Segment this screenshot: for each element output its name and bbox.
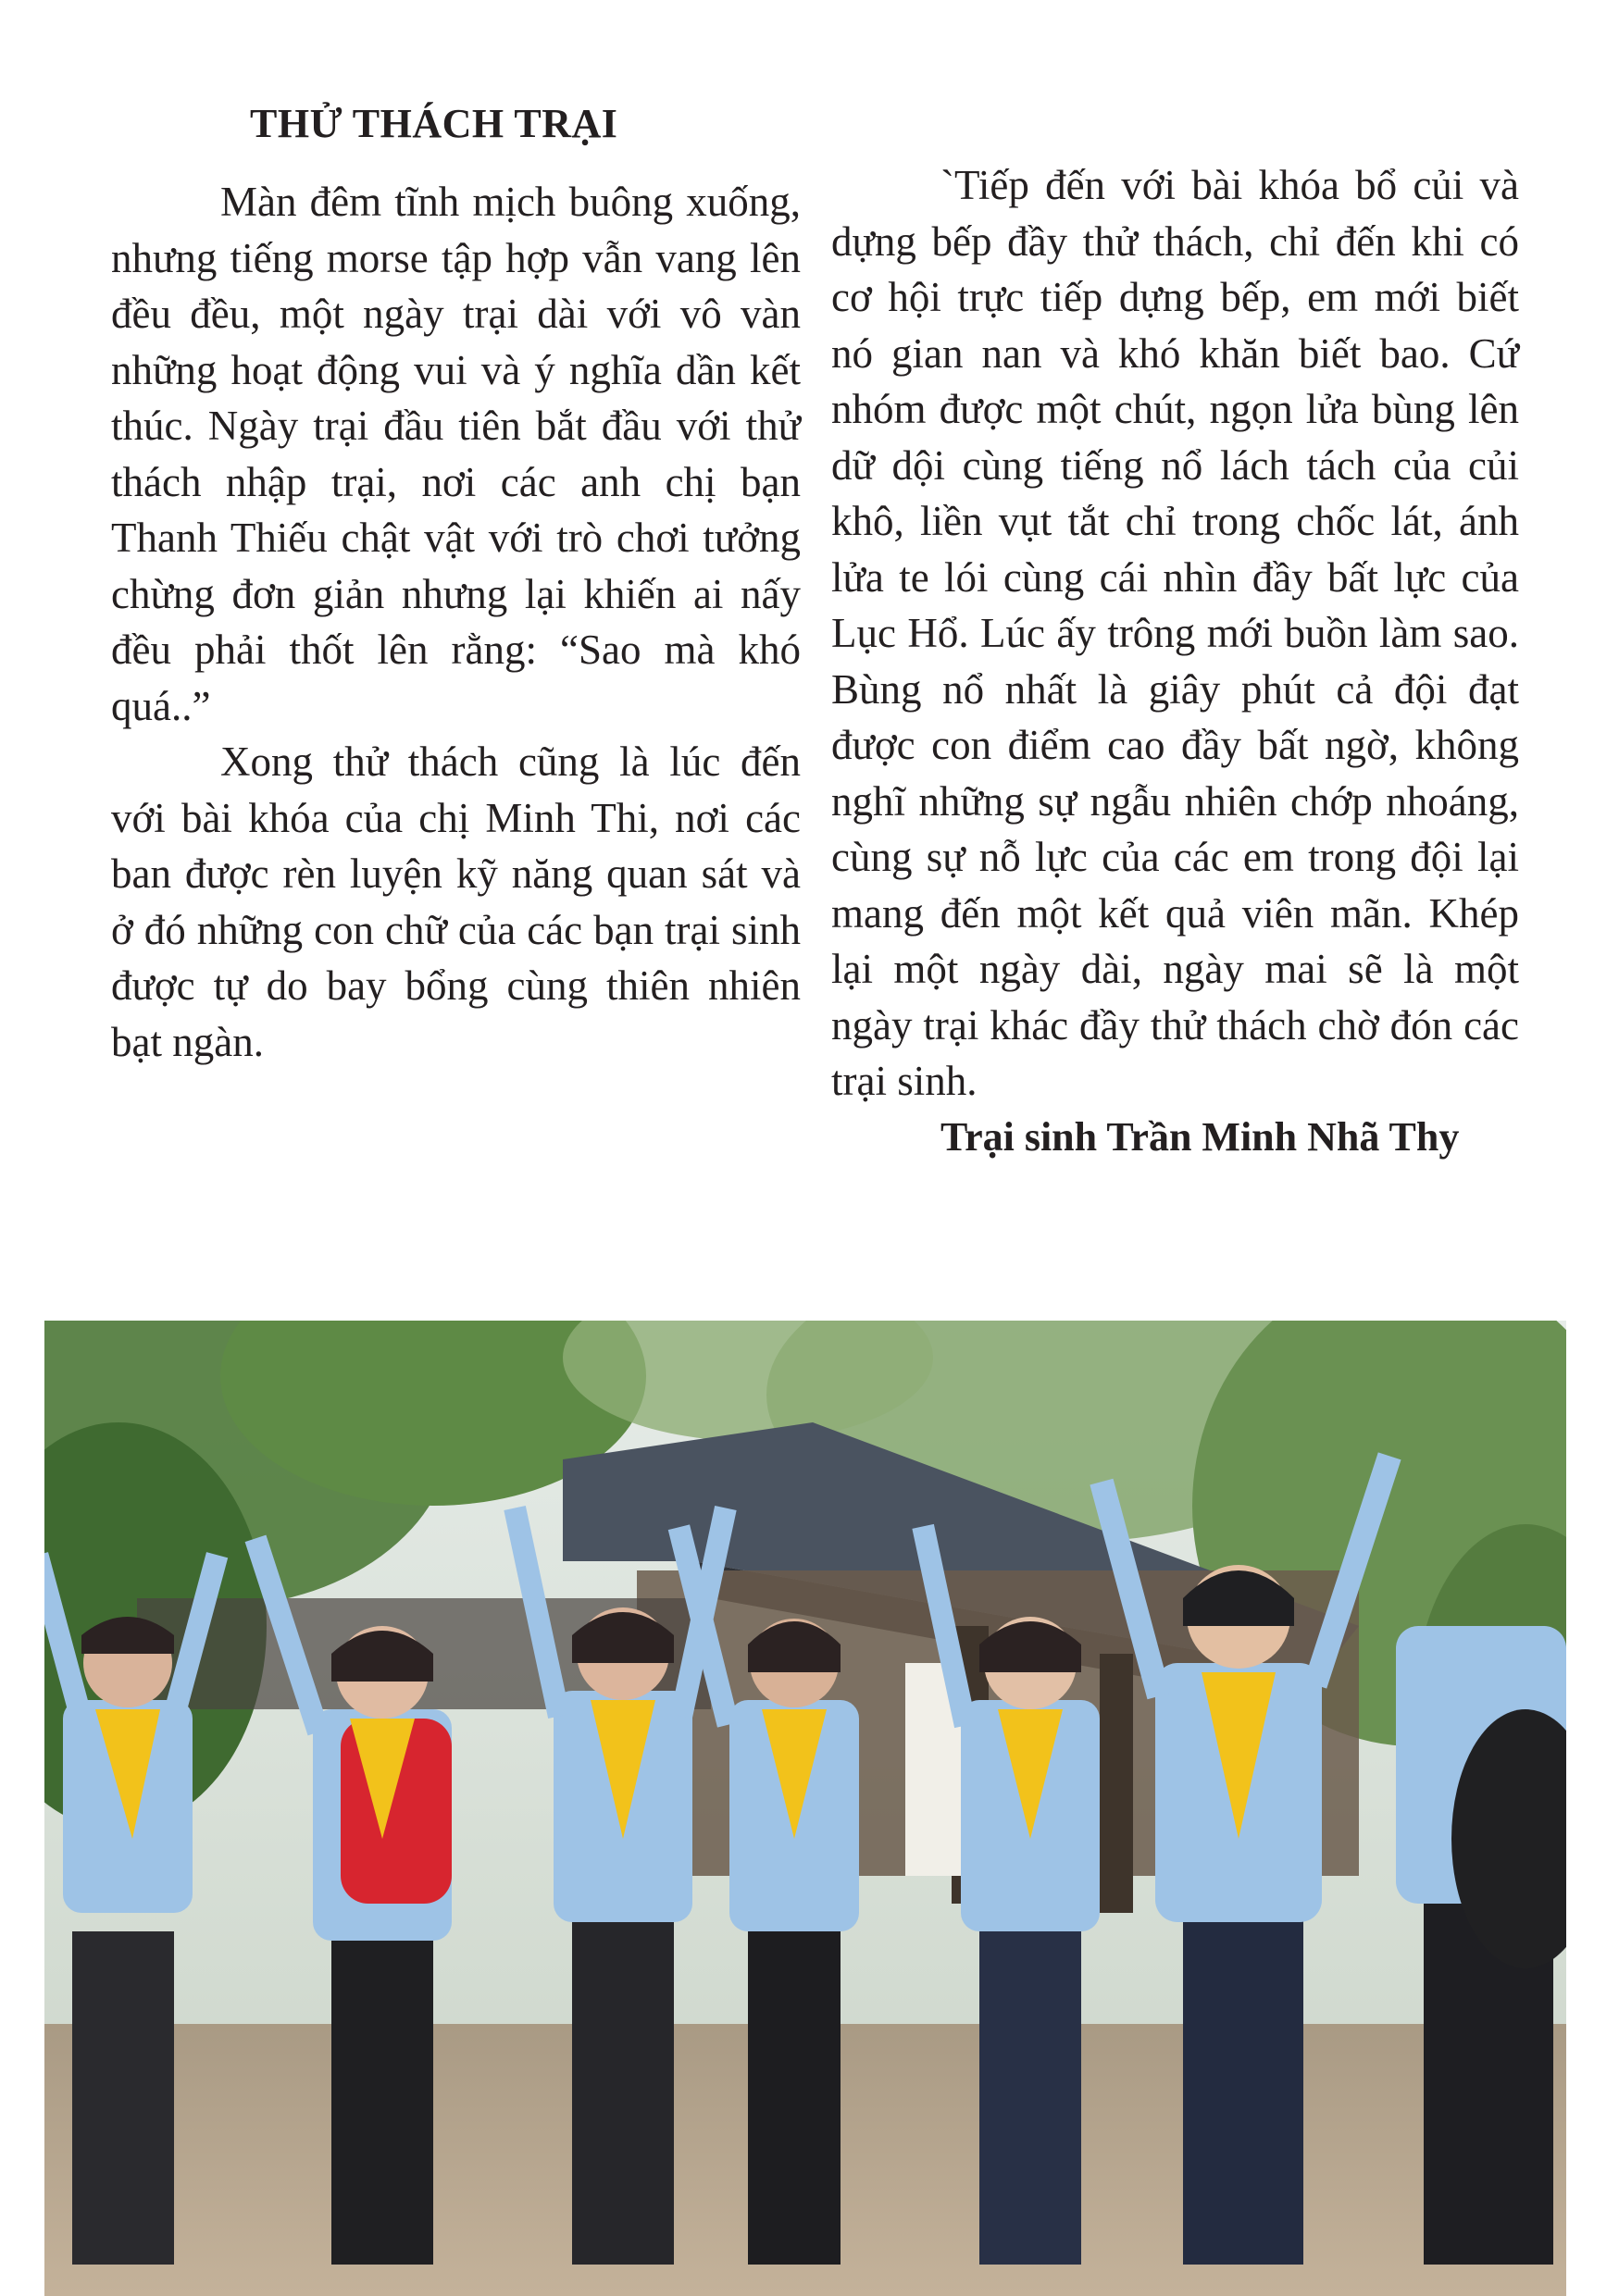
left-column [111, 174, 801, 1070]
article-title: THỬ THÁCH TRẠI [250, 101, 618, 146]
scouts-photo [44, 1321, 1566, 2296]
paragraph-campfire: `Tiếp đến với bài khóa bổ củi và dựng bếp đầy thử thách, chỉ đến khi có cơ hội trực tiếp dựng bếp, em mới biết nó gian nan và khó khăn biết bao. Cứ nhóm được một chút, ngọn lửa bùng lên dữ dội cùng tiếng nổ lách tách của củi khô, liền vụt tắt chỉ trong chốc lát, ánh lửa te lói cùng cái nhìn đầy bất lực của Lục Hổ. Lúc ấy trông mới buồn làm sao. Bùng nổ nhất là giây phút cả đội đạt được con điểm cao đầy bất ngờ, không nghĩ những sự ngẫu nhiên chớp nhoáng, cùng sự nỗ lực của các em trong đội lại mang đến một kết quả viên mãn. Khép lại một ngày dài, ngày mai sẽ là một ngày trại khác đầy thử thách chờ đón các trại sinh. [831, 162, 1519, 1104]
paragraph-lesson: Xong thử thách cũng là lúc đến với bài khóa của chị Minh Thi, nơi các ban được rèn luyện kỹ năng quan sát và ở đó những con chữ của các bạn trại sinh được tự do bay bổng cùng thiên nhiên bạt ngàn. [111, 738, 801, 1065]
right-column [831, 157, 1519, 1165]
paragraph-intro: Màn đêm tĩnh mịch buông xuống, nhưng tiếng morse tập hợp vẫn vang lên đều đều, một ngày trại dài với vô vàn những hoạt động vui và ý nghĩa dần kết thúc. Ngày trại đầu tiên bắt đầu với thử thách nhập trại, nơi các anh chị bạn Thanh Thiếu chật vật với trò chơi tưởng chừng đơn giản nhưng lại khiến ai nấy đều phải thốt lên rằng: “Sao mà khó quá..” [111, 179, 801, 729]
author-signature: Trại sinh Trần Minh Nhã Thy [940, 1113, 1460, 1160]
